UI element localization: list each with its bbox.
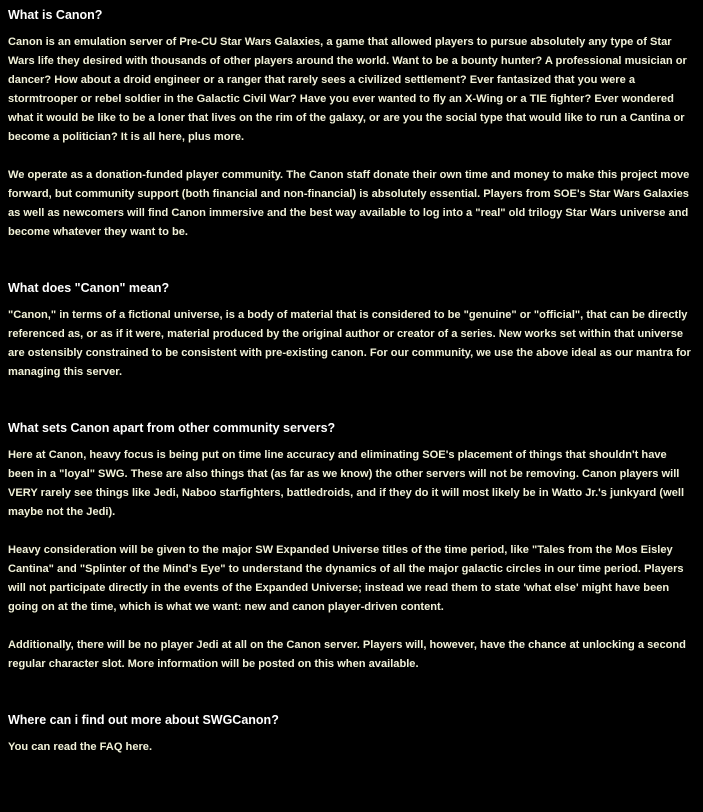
section-find-out-more — [8, 712, 695, 757]
paragraph-no-jedi: Additionally, there will be no player Jedi at all on the Canon server. Players will, however, have the chance at unlocking a second regular character slot. More information will be posted on this when available. — [8, 639, 686, 670]
faq-prefix-text: You can read the FAQ — [8, 741, 126, 753]
heading-what-is-canon: What is Canon? — [8, 8, 103, 22]
section-what-sets-canon-apart — [8, 420, 695, 674]
paragraph-expanded-universe: Heavy consideration will be given to the major SW Expanded Universe titles of the time period, like "Tales from the Mos Eisley Cantina" and "Splinter of the Mind's Eye" to understand the dynamics of all the major galactic circles in our time period. Players will not participate directly in the events of the Expanded Universe; instead we read them to state 'what else' might have been going on at the time, which is what we want: new and canon player-driven content. — [8, 544, 684, 613]
paragraph-donation: We operate as a donation-funded player community. The Canon staff donate their own time and money to make this project move forward, but community support (both financial and non-financial) is absolutely essential. Players from SOE's Star Wars Galaxies as well as newcomers will find Canon immersive and the best way available to log into a "real" old trilogy Star Wars universe and become whatever they want to be. — [8, 169, 690, 238]
faq-here-link[interactable]: here — [125, 741, 149, 753]
section-what-is-canon — [8, 7, 695, 242]
heading-what-sets-canon-apart: What sets Canon apart from other community servers? — [8, 421, 336, 435]
heading-what-canon-means: What does "Canon" mean? — [8, 281, 170, 295]
paragraph-timeline-accuracy: Here at Canon, heavy focus is being put on time line accuracy and eliminating SOE's placement of things that shouldn't have been in a "loyal" SWG. These are also things that (as far as we know) the other servers will not be removing. Canon players will VERY rarely see things like Jedi, Naboo starfighters, battledroids, and if they do it will most likely be in Watto Jr.'s junkyard (well maybe not the Jedi). — [8, 449, 685, 518]
faq-suffix-text: . — [148, 741, 153, 753]
section-what-canon-means — [8, 280, 695, 382]
paragraph-faq — [8, 738, 695, 757]
heading-find-out-more: Where can i find out more about SWGCanon? — [8, 713, 279, 727]
paragraph-intro: Canon is an emulation server of Pre-CU Star Wars Galaxies, a game that allowed players to pursue absolutely any type of Star Wars life they desired with thousands of other players around the world. Want to be a bounty hunter? A professional musician or dancer? How about a droid engineer or a ranger that rarely sees a civilized settlement? Ever fantasized that you were a stormtrooper or rebel soldier in the Galactic Civil War? Have you ever wanted to fly an X-Wing or a TIE fighter? Ever wondered what it would be like to be a loner that lives on the rim of the galaxy, or are you the social type that would like to run a Cantina or become a politician? It is all here, plus more. — [8, 36, 687, 143]
paragraph-canon-definition: "Canon," in terms of a fictional universe, is a body of material that is considered to be "genuine" or "official", that can be directly referenced as, or as if it were, material produced by the original author or creator of a series. New works set within that universe are ostensibly constrained to be consistent with pre-existing canon. For our community, we use the above ideal as our mantra for managing this server. — [8, 309, 691, 378]
